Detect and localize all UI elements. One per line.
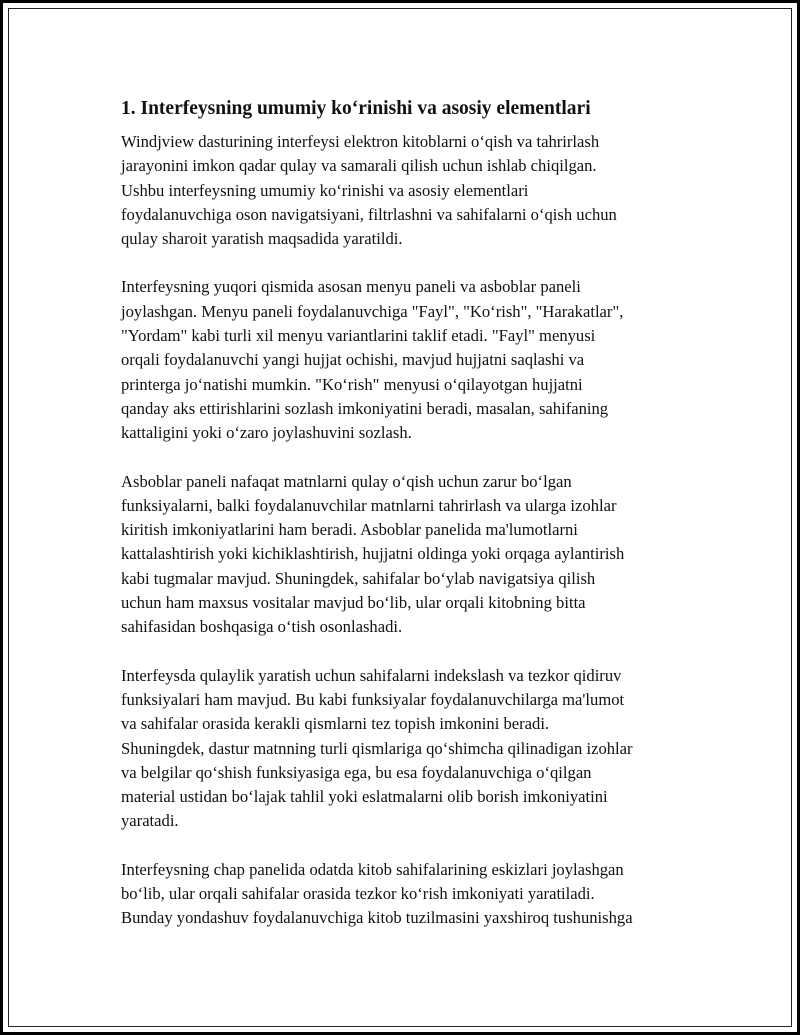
paragraph-line: foydalanuvchiga oson navigatsiyani, filtrlashni va sahifalarni o‘qish uchun [121, 204, 617, 224]
paragraph-line: funksiyalarni, balki foydalanuvchilar matnlarni tahrirlash va ularga izohlar [121, 495, 617, 515]
paragraph-line: Bunday yondashuv foydalanuvchiga kitob tuzilmasini yaxshiroq tushunishga [121, 908, 633, 928]
paragraph-line: Ushbu interfeysning umumiy ko‘rinishi va asosiy elementlari [121, 180, 529, 200]
paragraph-line: bo‘lib, ular orqali sahifalar orasida tezkor ko‘rish imkoniyati yaratiladi. [121, 884, 595, 904]
paragraph-line: material ustidan bo‘lajak tahlil yoki eslatmalarni olib borish imkoniyatini [121, 787, 608, 807]
paragraph-4 [121, 664, 696, 834]
paragraph-line: yaratadi. [121, 811, 179, 831]
document-content [121, 96, 696, 955]
paragraph-line: kattaligini yoki o‘zaro joylashuvini sozlash. [121, 423, 412, 443]
paragraph-line: Interfeysda qulaylik yaratish uchun sahifalarni indekslash va tezkor qidiruv [121, 665, 622, 685]
paragraph-line: "Yordam" kabi turli xil menyu variantlarini taklif etadi. "Fayl" menyusi [121, 326, 596, 346]
paragraph-line: Windjview dasturining interfeysi elektron kitoblarni o‘qish va tahrirlash [121, 132, 600, 151]
paragraph-line: qanday aks ettirishlarini sozlash imkoniyatini beradi, masalan, sahifaning [121, 398, 609, 418]
paragraph-line: kattalashtirish yoki kichiklashtirish, hujjatni oldinga yoki orqaga aylantirish [121, 544, 625, 564]
paragraph-line: va sahifalar orasida kerakli qismlarni tez topish imkonini beradi. [121, 714, 550, 734]
paragraph-1 [121, 130, 696, 251]
paragraph-line: Asboblar paneli nafaqat matnlarni qulay o‘qish uchun zarur bo‘lgan [121, 471, 572, 491]
paragraph-5 [121, 858, 696, 931]
paragraph-line: printerga jo‘natishi mumkin. "Ko‘rish" menyusi o‘qilayotgan hujjatni [121, 374, 583, 394]
paragraph-line: qulay sharoit yaratish maqsadida yaratildi. [121, 229, 403, 249]
paragraph-line: Shuningdek, dastur matnning turli qismlariga qo‘shimcha qilinadigan izohlar [121, 738, 633, 758]
paragraph-line: kabi tugmalar mavjud. Shuningdek, sahifalar bo‘ylab navigatsiya qilish [121, 568, 596, 588]
paragraph-line: jarayonini imkon qadar qulay va samarali qilish uchun ishlab chiqilgan. [121, 156, 597, 176]
section-heading: 1. Interfeysning umumiy ko‘rinishi va asosiy elementlari [121, 98, 591, 119]
paragraph-line: uchun ham maxsus vositalar mavjud bo‘lib, ular orqali kitobning bitta [121, 593, 586, 613]
paragraph-line: funksiyalari ham mavjud. Bu kabi funksiyalar foydalanuvchilarga ma'lumot [121, 689, 625, 709]
paragraph-line: Interfeysning chap panelida odatda kitob sahifalarining eskizlari joylashgan [121, 859, 624, 879]
paragraph-line: orqali foydalanuvchi yangi hujjat ochishi, mavjud hujjatni saqlashi va [121, 350, 585, 370]
paragraph-line: sahifasidan boshqasiga o‘tish osonlashadi. [121, 617, 403, 637]
paragraph-line: va belgilar qo‘shish funksiyasiga ega, bu esa foydalanuvchiga o‘qilgan [121, 762, 592, 782]
paragraph-3 [121, 470, 696, 640]
paragraph-line: kiritish imkoniyatlarini ham beradi. Asboblar panelida ma'lumotlarni [121, 520, 578, 540]
paragraph-line: joylashgan. Menyu paneli foydalanuvchiga "Fayl", "Ko‘rish", "Harakatlar", [121, 301, 624, 321]
paragraph-line: Interfeysning yuqori qismida asosan menyu paneli va asboblar paneli [121, 277, 581, 297]
paragraph-2 [121, 275, 696, 445]
